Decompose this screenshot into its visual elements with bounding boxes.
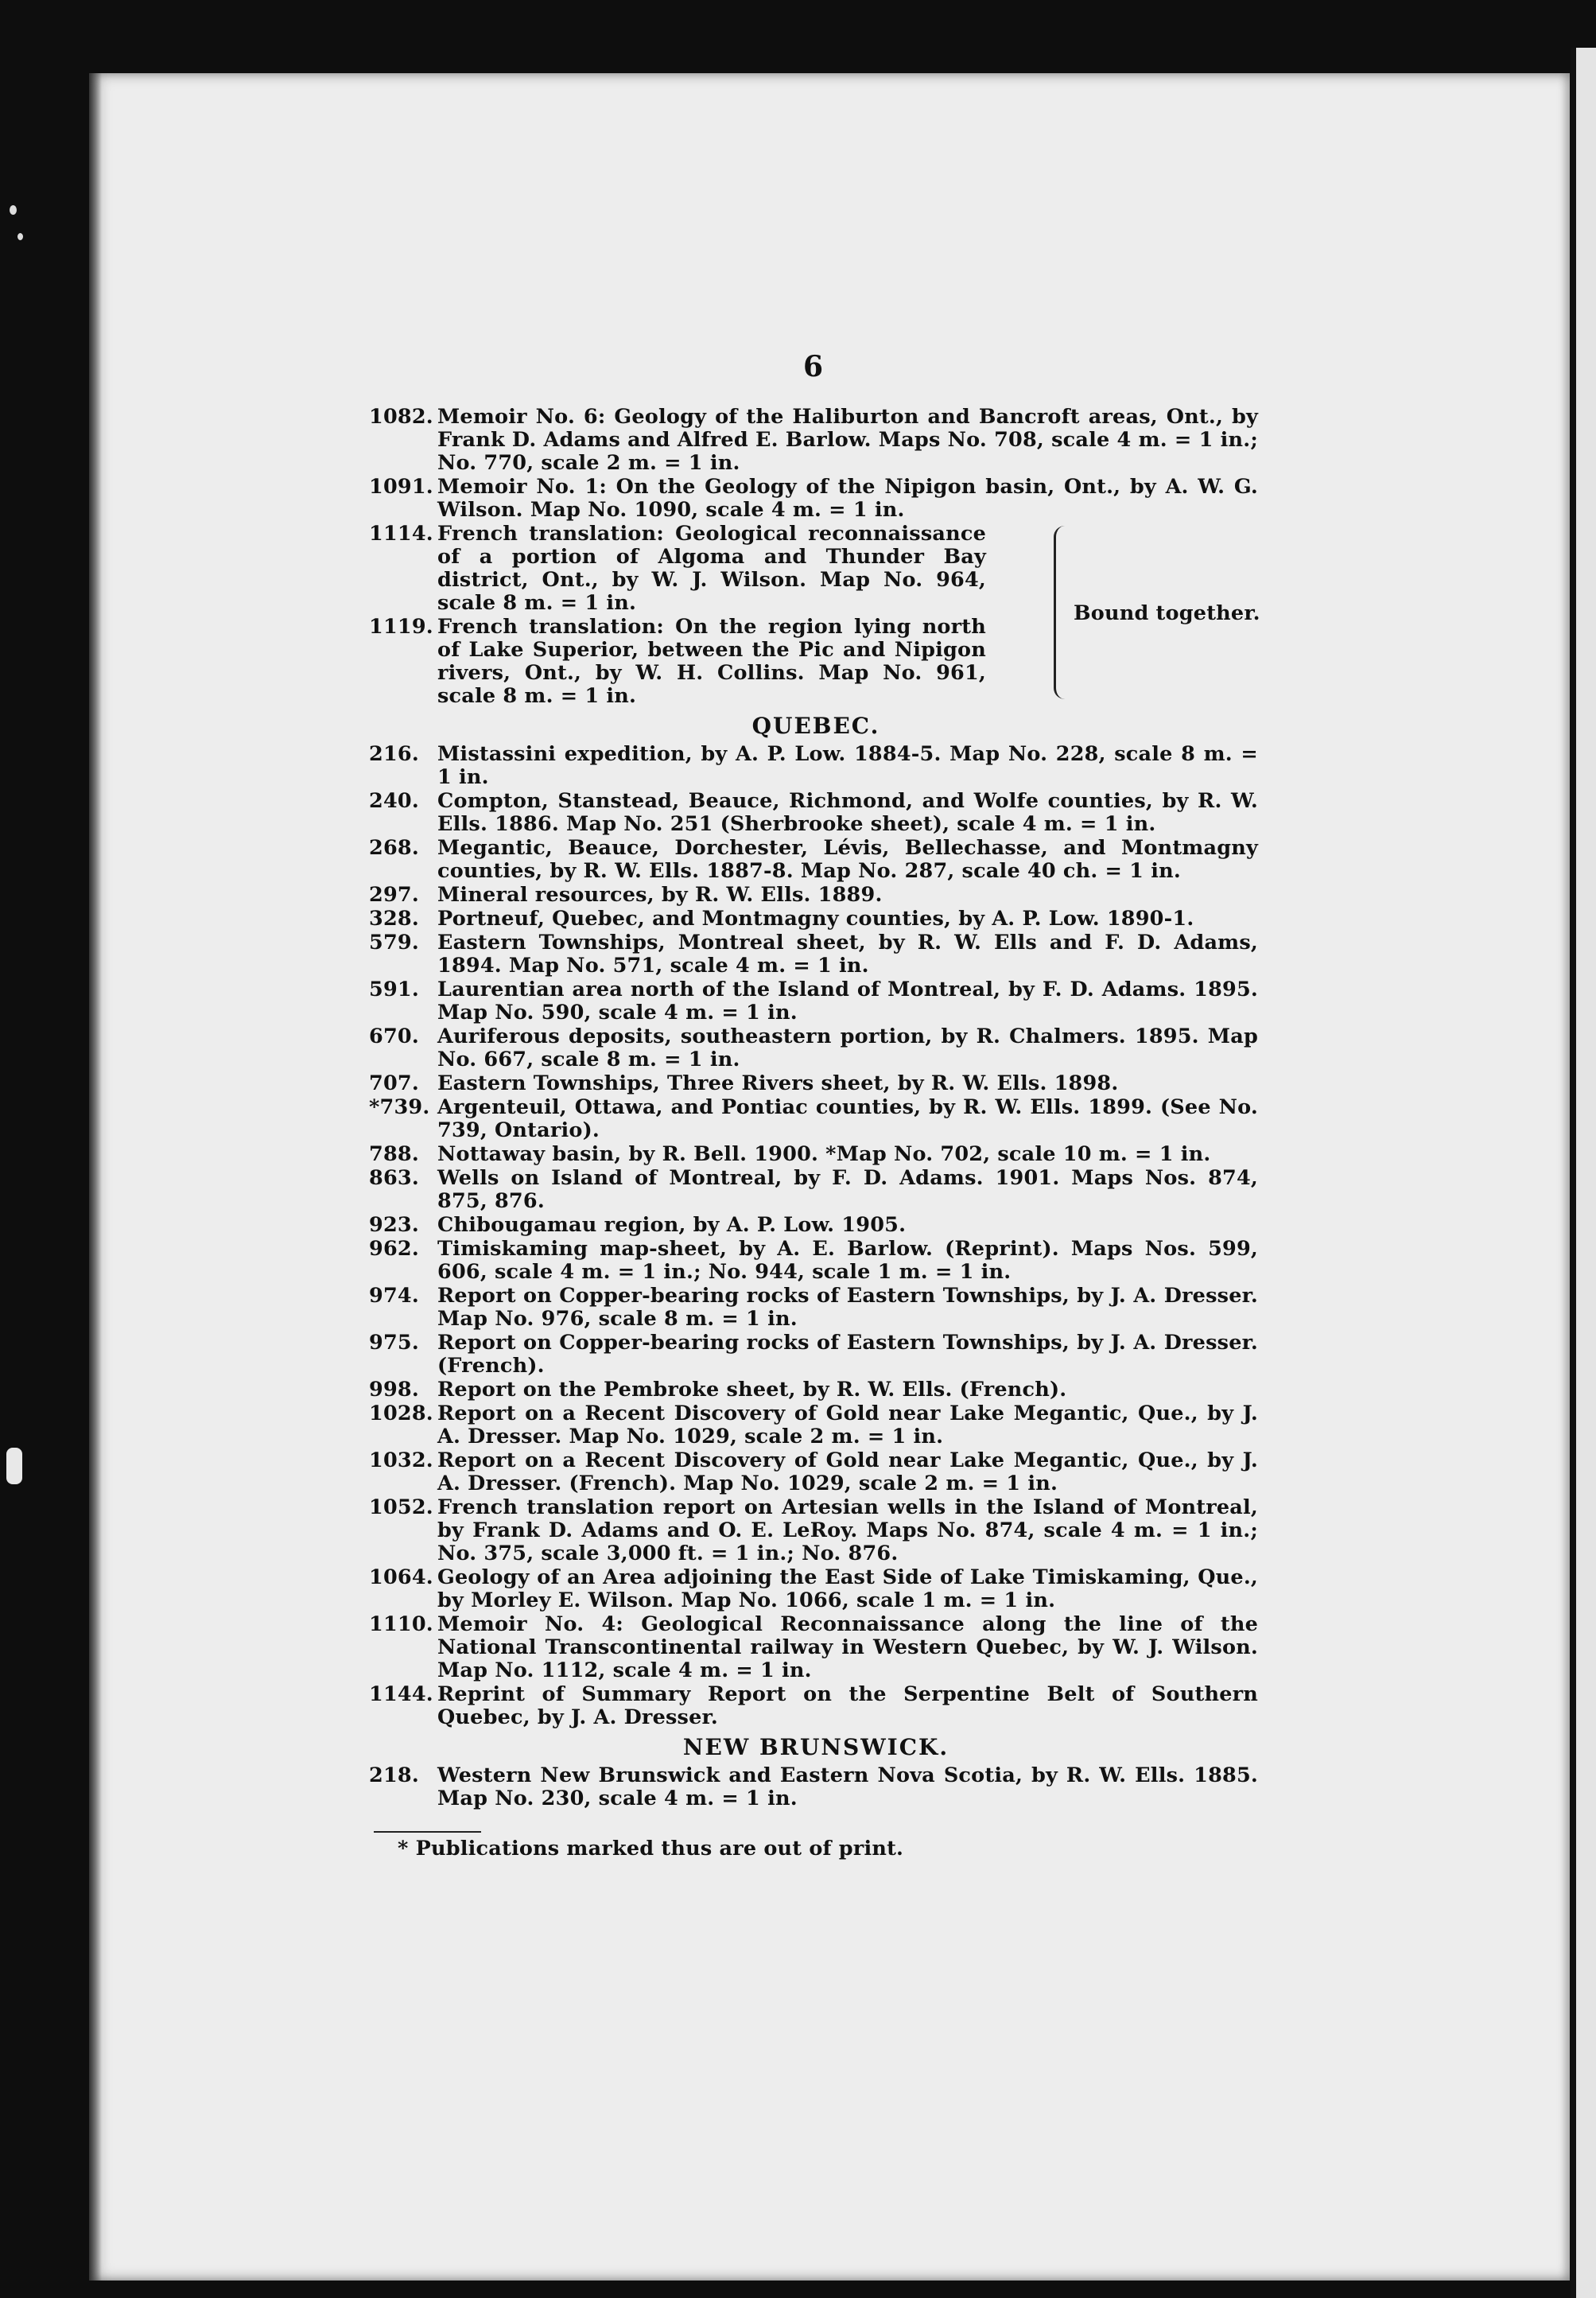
list-item	[369, 1025, 1258, 1071]
list-item	[369, 789, 1258, 836]
publication-number: 240.	[369, 789, 419, 813]
list-item	[369, 836, 1258, 883]
footnote: * Publications marked thus are out of print.	[398, 1837, 904, 1861]
publication-number: 1091.	[369, 475, 433, 499]
publication-number: 297.	[369, 883, 419, 907]
list-item	[369, 1378, 1258, 1402]
section-heading: NEW BRUNSWICK.	[682, 1734, 949, 1760]
publication-text: Report on the Pembroke sheet, by R. W. Ells. (French).	[437, 1378, 1067, 1402]
list-item	[369, 1448, 1258, 1495]
publication-text: Nottaway basin, by R. Bell. 1900. *Map No. 702, scale 10 m. = 1 in.	[437, 1142, 1211, 1166]
list-item	[369, 1213, 1258, 1237]
list-item	[369, 1565, 1258, 1612]
publication-text: Report on a Recent Discovery of Gold near Lake Megantic, Que., by J. A. Dresser. Map No. 1029, scale 2 m. = 1 in.	[437, 1402, 1258, 1448]
publication-text: Memoir No. 1: On the Geology of the Nipigon basin, Ont., by A. W. G. Wilson. Map No. 1090, scale 4 m. = 1 in.	[437, 475, 1258, 522]
list-item	[369, 883, 1258, 907]
publication-number: 962.	[369, 1237, 419, 1261]
list-item	[369, 1612, 1258, 1682]
publication-text: Auriferous deposits, southeastern portion, by R. Chalmers. 1895. Map No. 667, scale 8 m. = 1 in.	[437, 1025, 1258, 1071]
publication-number: 218.	[369, 1763, 419, 1787]
publication-number: 1032.	[369, 1448, 433, 1472]
publication-number: 591.	[369, 978, 419, 1001]
publication-number: 974.	[369, 1284, 419, 1308]
publication-text: Memoir No. 4: Geological Reconnaissance along the line of the National Transcontinental railway in Western Quebec, by W. J. Wilson. Map No. 1112, scale 4 m. = 1 in.	[437, 1612, 1258, 1682]
publication-number: 975.	[369, 1331, 419, 1355]
publication-text: Memoir No. 6: Geology of the Haliburton and Bancroft areas, Ont., by Frank D. Adams and Alfred E. Barlow. Maps No. 708, scale 4 m. = 1 in.; No. 770, scale 2 m. = 1 in.	[437, 405, 1258, 475]
publication-number: 670.	[369, 1025, 419, 1048]
publication-text: Argenteuil, Ottawa, and Pontiac counties, by R. W. Ells. 1899. (See No. 739, Ontario).	[437, 1095, 1258, 1142]
publication-text: Compton, Stanstead, Beauce, Richmond, and Wolfe counties, by R. W. Ells. 1886. Map No. 251 (Sherbrooke sheet), scale 4 m. = 1 in.	[437, 789, 1258, 836]
publication-text: Eastern Townships, Montreal sheet, by R. W. Ells and F. D. Adams, 1894. Map No. 571, scale 4 m. = 1 in.	[437, 931, 1258, 978]
list-item	[369, 1495, 1258, 1565]
list-item	[369, 615, 986, 708]
list-item	[369, 742, 1258, 789]
list-item	[369, 1095, 1258, 1142]
publication-number: 1114.	[369, 522, 433, 546]
list-item	[369, 1166, 1258, 1213]
publication-number: 1110.	[369, 1612, 433, 1636]
adjacent-page-edge	[1571, 48, 1596, 2298]
publication-number: *739.	[369, 1095, 430, 1119]
publication-text: Reprint of Summary Report on the Serpentine Belt of Southern Quebec, by J. A. Dresser.	[437, 1682, 1258, 1729]
publication-number: 268.	[369, 836, 419, 860]
list-item	[369, 1331, 1258, 1378]
scan-speck	[6, 1448, 22, 1484]
footnote-rule	[374, 1831, 481, 1833]
publication-number: 923.	[369, 1213, 419, 1237]
publication-text: French translation: On the region lying north of Lake Superior, between the Pic and Nipigon rivers, Ont., by W. H. Collins. Map No. 961, scale 8 m. = 1 in.	[437, 615, 986, 708]
publication-number: 863.	[369, 1166, 419, 1190]
publication-text: Wells on Island of Montreal, by F. D. Adams. 1901. Maps Nos. 874, 875, 876.	[437, 1166, 1258, 1213]
list-item	[369, 405, 1258, 475]
publication-text: Eastern Townships, Three Rivers sheet, by R. W. Ells. 1898.	[437, 1071, 1119, 1095]
section-quebec	[369, 713, 1258, 1729]
publication-number: 328.	[369, 907, 419, 931]
scan-speck	[10, 205, 17, 215]
section-ontario-continued	[369, 405, 1260, 708]
list-item	[369, 1682, 1258, 1729]
publication-number: 788.	[369, 1142, 419, 1166]
list-item	[369, 931, 1258, 978]
publication-number: 1144.	[369, 1682, 433, 1706]
publication-text: Report on Copper-bearing rocks of Eastern Townships, by J. A. Dresser. (French).	[437, 1331, 1258, 1378]
section-heading: QUEBEC.	[751, 713, 880, 739]
brace-bracket	[1054, 526, 1067, 699]
list-item	[369, 978, 1258, 1025]
list-item	[369, 1237, 1258, 1284]
publication-number: 707.	[369, 1071, 419, 1095]
page-left-edge-shadow	[89, 73, 102, 2281]
publication-text: Timiskaming map-sheet, by A. E. Barlow. (Reprint). Maps Nos. 599, 606, scale 4 m. = 1 in.; No. 944, scale 1 m. = 1 in.	[437, 1237, 1258, 1284]
publication-text: Megantic, Beauce, Dorchester, Lévis, Bellechasse, and Montmagny counties, by R. W. Ells. 1887-8. Map No. 287, scale 40 ch. = 1 in.	[437, 836, 1258, 883]
publication-number: 216.	[369, 742, 419, 766]
publication-text: Mineral resources, by R. W. Ells. 1889.	[437, 883, 883, 907]
publication-number: 1052.	[369, 1495, 433, 1519]
publication-text: Chibougamau region, by A. P. Low. 1905.	[437, 1213, 907, 1237]
list-item	[369, 907, 1258, 931]
publication-text: French translation report on Artesian wells in the Island of Montreal, by Frank D. Adams and O. E. LeRoy. Maps No. 874, scale 4 m. = 1 in.; No. 375, scale 3,000 ft. = 1 in.; No. 876.	[437, 1495, 1258, 1565]
publication-text: Report on Copper-bearing rocks of Eastern Townships, by J. A. Dresser. Map No. 976, scale 8 m. = 1 in.	[437, 1284, 1258, 1331]
publication-number: 998.	[369, 1378, 419, 1402]
publication-text: Western New Brunswick and Eastern Nova Scotia, by R. W. Ells. 1885. Map No. 230, scale 4 m. = 1 in.	[437, 1763, 1258, 1810]
publication-text: Mistassini expedition, by A. P. Low. 1884-5. Map No. 228, scale 8 m. = 1 in.	[437, 742, 1258, 789]
bound-together-note: Bound together.	[1074, 601, 1260, 625]
publication-number: 1119.	[369, 615, 433, 639]
scan-speck	[17, 233, 23, 240]
bound-together-group	[369, 522, 1260, 708]
list-item	[369, 1071, 1258, 1095]
publication-text: French translation: Geological reconnaissance of a portion of Algoma and Thunder Bay district, Ont., by W. J. Wilson. Map No. 964, scale 8 m. = 1 in.	[437, 522, 986, 615]
list-item	[369, 475, 1258, 522]
list-item	[369, 1763, 1258, 1810]
list-item	[369, 1402, 1258, 1448]
section-new-brunswick	[369, 1734, 1258, 1810]
list-item	[369, 1142, 1258, 1166]
publication-number: 1028.	[369, 1402, 433, 1425]
page-number: 6	[803, 350, 824, 383]
publication-text: Laurentian area north of the Island of Montreal, by F. D. Adams. 1895. Map No. 590, scale 4 m. = 1 in.	[437, 978, 1258, 1025]
publication-number: 1064.	[369, 1565, 433, 1589]
publication-list	[369, 405, 1260, 1861]
publication-number: 1082.	[369, 405, 433, 429]
publication-text: Geology of an Area adjoining the East Side of Lake Timiskaming, Que., by Morley E. Wilson. Map No. 1066, scale 1 m. = 1 in.	[437, 1565, 1258, 1612]
publication-text: Portneuf, Quebec, and Montmagny counties, by A. P. Low. 1890-1.	[437, 907, 1194, 931]
list-item	[369, 1284, 1258, 1331]
publication-number: 579.	[369, 931, 419, 955]
publication-text: Report on a Recent Discovery of Gold near Lake Megantic, Que., by J. A. Dresser. (French). Map No. 1029, scale 2 m. = 1 in.	[437, 1448, 1258, 1495]
list-item	[369, 522, 986, 615]
